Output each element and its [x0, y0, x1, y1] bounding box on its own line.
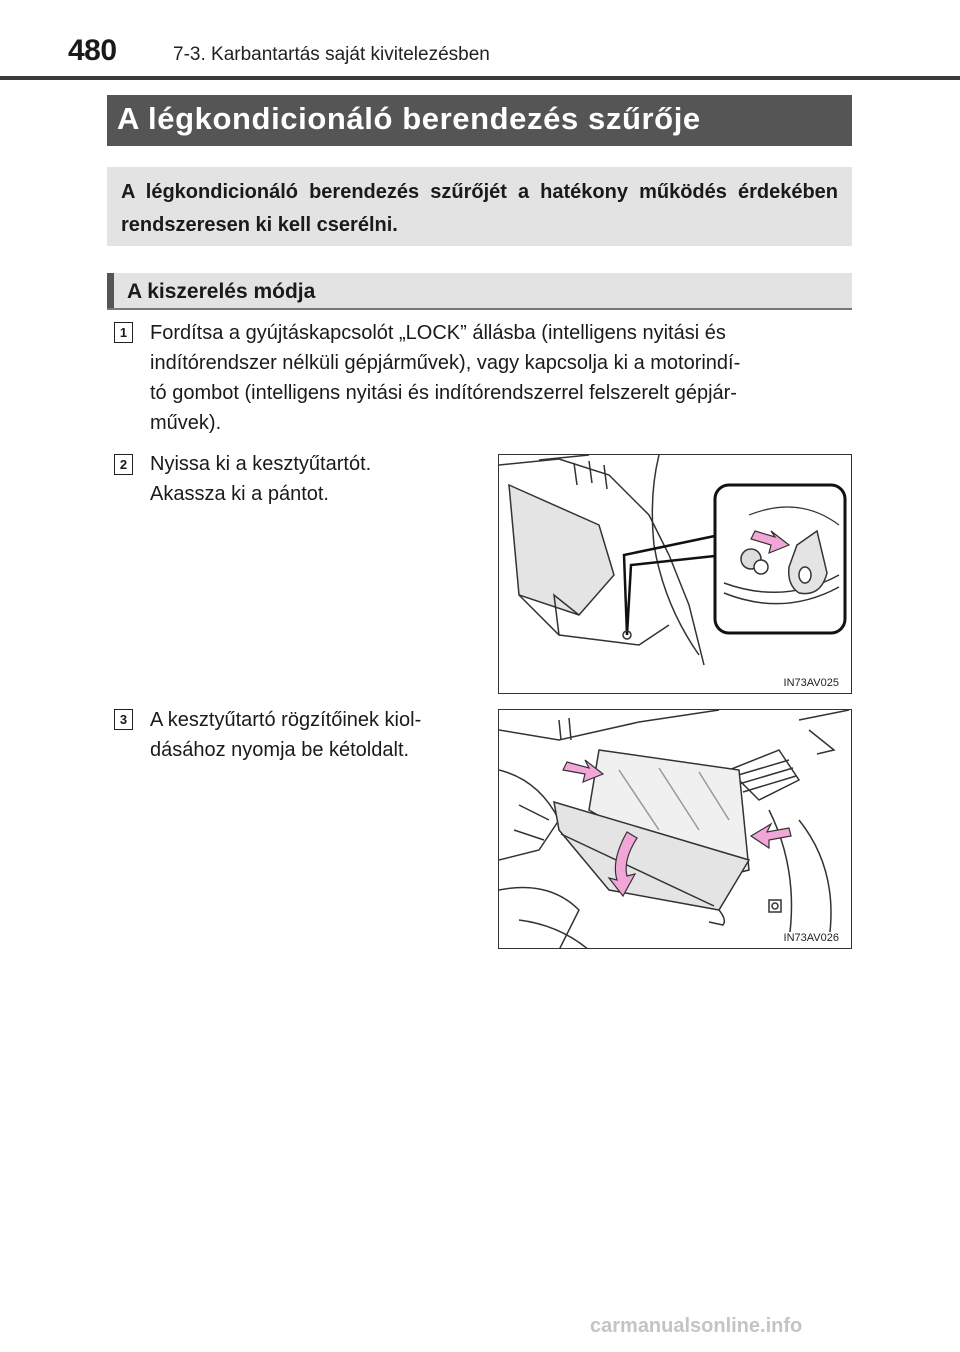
section-title-bar	[107, 95, 852, 146]
strap-detail-inset	[715, 485, 845, 633]
step-1-line: tó gombot (intelligens nyitási és indítórendszerrel felszerelt gépjár-	[150, 382, 737, 404]
step-2-line: Nyissa ki a kesztyűtartót.	[150, 453, 372, 475]
step-3-text	[150, 705, 478, 765]
step-1-line: művek).	[150, 412, 222, 434]
step-2-badge: 2	[114, 454, 133, 475]
page-header	[0, 0, 960, 80]
subsection-header	[107, 273, 852, 310]
intro-text: A légkondicionáló berendezés szűrőjét a hatékony működés érdekében rendszeresen ki kell cserélni.	[121, 181, 838, 236]
step-3-line: A kesztyűtartó rögzítőinek kiol-	[150, 709, 422, 731]
step-2-line: Akassza ki a pántot.	[150, 483, 329, 505]
subsection-accent	[107, 273, 114, 308]
step-3-badge: 3	[114, 709, 133, 730]
glovebox-strap-illustration	[499, 455, 852, 694]
chapter-title: 7-3. Karbantartás saját kivitelezésben	[173, 44, 490, 65]
page-number: 480	[68, 34, 117, 67]
figure-code: IN73AV025	[783, 677, 839, 689]
header-divider	[0, 76, 960, 80]
step-1-line: indítórendszer nélküli gépjárművek), vagy kapcsolja ki a motorindí-	[150, 352, 741, 374]
figure-glovebox-strap	[498, 454, 852, 694]
figure-glovebox-release	[498, 709, 852, 949]
step-1-badge: 1	[114, 322, 133, 343]
watermark: carmanualsonline.info	[590, 1315, 803, 1337]
step-2-text	[150, 449, 480, 509]
step-3-line: dásához nyomja be kétoldalt.	[150, 739, 410, 761]
glovebox-release-illustration	[499, 710, 852, 949]
page-title: A légkondicionáló berendezés szűrője	[117, 101, 701, 136]
intro-box	[107, 167, 852, 246]
push-arrow-right-icon	[751, 824, 791, 848]
step-1-text	[150, 318, 852, 438]
subsection-title: A kiszerelés módja	[127, 280, 316, 303]
step-1-line: Fordítsa a gyújtáskapcsolót „LOCK” állásba (intelligens nyitási és	[150, 322, 726, 344]
figure-code: IN73AV026	[783, 932, 839, 944]
